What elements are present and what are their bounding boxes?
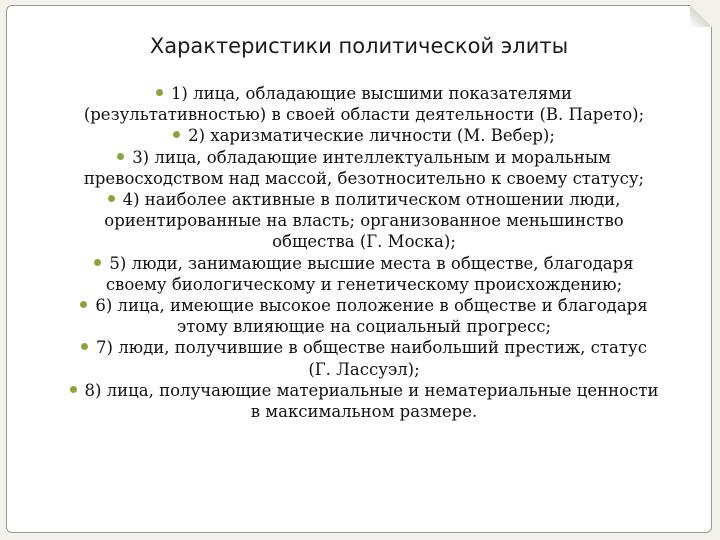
list-item-text: 4) наиболее активные в политическом отношении люди, ориентированные на власть; организованное меньшинство общества (Г. Моска); [104, 190, 624, 252]
list-item [69, 83, 659, 125]
bullet-icon [70, 386, 77, 393]
bullet-icon [117, 153, 124, 160]
bullet-icon [156, 89, 163, 96]
page-corner-fold [690, 5, 712, 27]
bullet-icon [80, 301, 87, 308]
slide-title: Характеристики политической элиты [149, 34, 569, 58]
list-item-text: 6) лица, имеющие высокое положение в обществе и благодаря этому влияющие на социальный прогресс; [95, 296, 648, 337]
bullet-icon [173, 131, 180, 138]
list-item-text: 5) люди, занимающие высшие места в обществе, благодаря своему биологическому и генетическому происхождению; [105, 253, 634, 294]
list-item-text: 7) люди, получившие в обществе наибольший престиж, статус (Г. Лассуэл); [96, 338, 647, 379]
list-item [69, 125, 659, 146]
list-item-text: 2) харизматические личности (М. Вебер); [188, 126, 555, 146]
list-item [69, 295, 659, 337]
list-item-text: 3) лица, обладающие интеллектуальным и моральным превосходством над массой, безотносительно к своему статусу; [83, 147, 645, 188]
list-item [69, 189, 659, 253]
list-item-text: 1) лица, обладающие высшими показателями (результативностью) в своей области деятельности (В. Парето); [83, 84, 645, 125]
bullet-icon [94, 259, 101, 266]
slide [6, 5, 712, 533]
bullet-icon [81, 343, 88, 350]
list-item [69, 380, 659, 422]
list-item [69, 337, 659, 379]
elite-characteristics-list [69, 83, 659, 422]
list-item-text: 8) лица, получающие материальные и нематериальные ценности в максимальном размере. [84, 380, 659, 422]
list-item [69, 253, 659, 295]
list-item [69, 147, 659, 189]
bullet-icon [108, 195, 115, 202]
